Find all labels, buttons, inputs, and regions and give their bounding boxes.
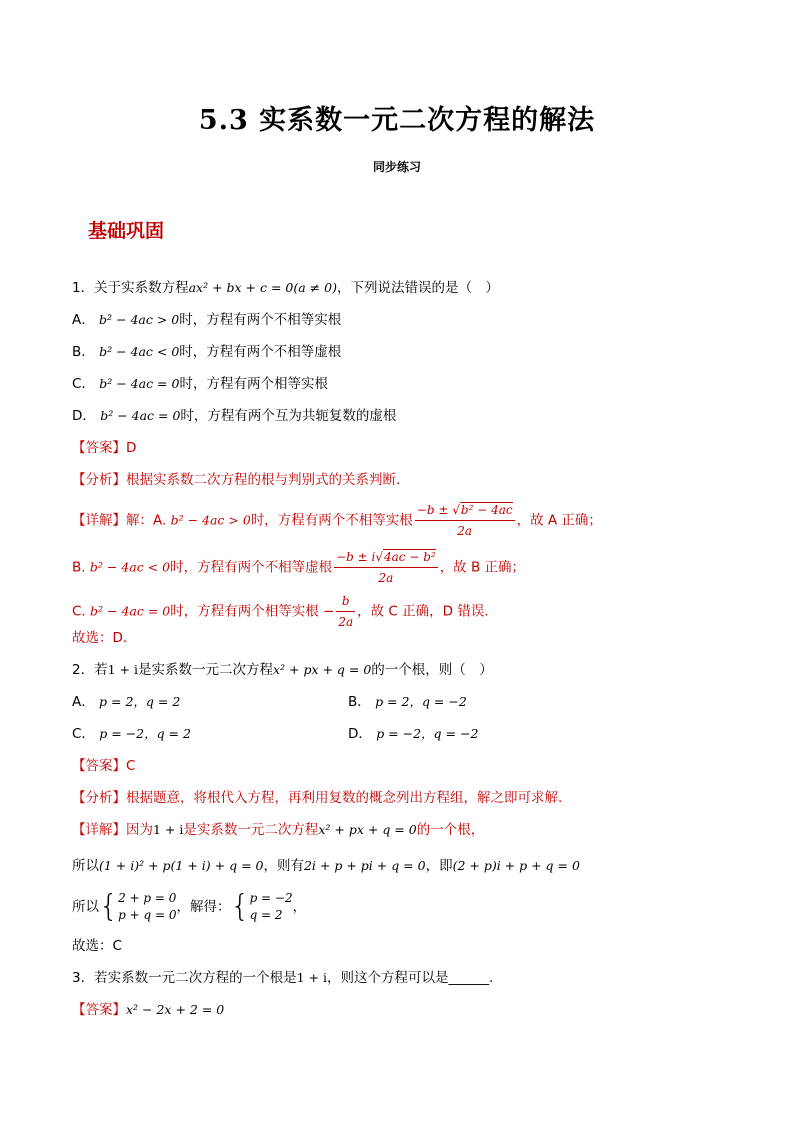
detail-text: ，故 B 正确； bbox=[439, 559, 526, 576]
analysis-tag: 【分析】 bbox=[72, 790, 126, 806]
option-expr: b² − 4ac > 0 bbox=[99, 312, 180, 327]
option-text: 时，方程有两个相等实根 bbox=[179, 376, 328, 392]
answer-tag: 【答案】 bbox=[72, 1002, 126, 1018]
q2-detail-line-1 bbox=[72, 820, 484, 840]
q1-stem bbox=[72, 278, 499, 298]
detail-text: ， bbox=[292, 899, 307, 915]
option-label: B． bbox=[348, 694, 371, 710]
fraction-denominator: 2a bbox=[378, 571, 394, 585]
detail-text: 时，方程有两个不相等实根 bbox=[250, 512, 413, 529]
option-label: C． bbox=[72, 376, 95, 392]
detail-expr: b² − 4ac = 0 bbox=[90, 603, 171, 619]
double-root-fraction bbox=[336, 591, 355, 632]
option-text: 时，方程有两个不相等实根 bbox=[179, 312, 342, 328]
detail-equation: 2i + p + pi + q = 0 bbox=[303, 858, 426, 873]
detail-tag: 【详解】 bbox=[72, 822, 126, 838]
q1-detail-line-2 bbox=[72, 547, 525, 588]
detail-text: 因为 bbox=[126, 822, 153, 838]
fraction-numerator: −b ± i bbox=[336, 550, 376, 564]
system-row: q = 2 bbox=[249, 908, 283, 922]
left-brace: { bbox=[230, 889, 250, 924]
q1-detail-line-3 bbox=[72, 591, 489, 632]
root-formula-fraction: $\frac{\text{−b ± √b² − 4ac}}{2a}$ bbox=[415, 500, 515, 541]
q3-answer bbox=[72, 1000, 224, 1020]
answer-tag: 【答案】 bbox=[72, 440, 126, 456]
q1-answer bbox=[72, 438, 136, 458]
analysis-text: 根据实系数二次方程的根与判别式的关系判断. bbox=[126, 472, 401, 488]
q1-analysis bbox=[72, 470, 400, 490]
option-label: D． bbox=[72, 408, 96, 424]
option-label: A． bbox=[72, 694, 95, 710]
equation-system bbox=[118, 890, 176, 924]
detail-expr: b² − 4ac > 0 bbox=[170, 512, 251, 528]
detail-text: 时，方程有两个相等实根 − bbox=[170, 603, 335, 620]
answer-value: C bbox=[126, 758, 136, 774]
option-label: D． bbox=[348, 726, 372, 742]
option-expr: b² − 4ac = 0 bbox=[99, 376, 180, 391]
q3-stem-tail: ，则这个方程可以是______. bbox=[326, 970, 494, 986]
detail-expr: b² − 4ac < 0 bbox=[89, 559, 171, 575]
detail-text: ，即 bbox=[425, 858, 453, 874]
q2-stem-text: 是实系数一元二次方程 bbox=[137, 662, 273, 678]
detail-equation: x² + px + q = 0 bbox=[318, 822, 417, 837]
detail-text: B. bbox=[72, 559, 86, 576]
q1-stem-equation: ax² + bx + c = 0(a ≠ 0) bbox=[188, 280, 337, 295]
system-row: p + q = 0 bbox=[118, 908, 177, 922]
q2-option-a bbox=[72, 692, 180, 712]
option-label: B． bbox=[72, 344, 95, 360]
detail-text: 所以 bbox=[72, 858, 99, 874]
detail-text: C. bbox=[72, 603, 86, 620]
option-expr: p = 2，q = −2 bbox=[375, 694, 467, 709]
choice-text: 故选：C bbox=[72, 938, 122, 954]
option-expr: p = −2，q = 2 bbox=[99, 726, 191, 741]
q1-choice: 故选：D. bbox=[72, 630, 128, 646]
option-label: A． bbox=[72, 312, 95, 328]
q2-choice bbox=[72, 936, 122, 956]
page-title: 5.3 实系数一元二次方程的解法 bbox=[198, 105, 596, 136]
detail-root: 1 + i bbox=[153, 822, 184, 837]
q1-option-c bbox=[72, 374, 328, 394]
solution-system bbox=[250, 890, 293, 924]
radicand: b² − 4ac bbox=[460, 503, 513, 517]
q2-answer bbox=[72, 756, 135, 776]
detail-text: ，则有 bbox=[263, 858, 304, 874]
fraction-numerator: −b ± bbox=[416, 503, 453, 517]
q1-stem-tail: ，下列说法错误的是（ ） bbox=[336, 280, 499, 296]
fraction-denominator: 2a bbox=[457, 524, 473, 538]
q2-analysis bbox=[72, 788, 562, 808]
detail-text: ，解得： bbox=[176, 899, 231, 915]
analysis-text: 根据题意，将根代入方程，再利用复数的概念列出方程组，解之即可求解. bbox=[126, 790, 563, 806]
section-heading: 基础巩固 bbox=[88, 220, 165, 242]
q3-stem-text: 3．若实系数一元二次方程的一个根是 bbox=[72, 970, 297, 986]
q2-stem-tail: 的一个根，则（ ） bbox=[371, 662, 493, 678]
option-expr: p = 2，q = 2 bbox=[99, 694, 181, 709]
answer-value: D bbox=[126, 440, 137, 456]
fraction-numerator: b bbox=[336, 591, 355, 612]
system-row: 2 + p = 0 bbox=[118, 891, 177, 905]
answer-value: x² − 2x + 2 = 0 bbox=[126, 1002, 225, 1017]
answer-tag: 【答案】 bbox=[72, 758, 126, 774]
detail-tag: 【详解】 bbox=[72, 512, 126, 529]
detail-text: 是实系数一元二次方程 bbox=[183, 822, 319, 838]
q3-stem-root: 1 + i bbox=[296, 970, 327, 985]
detail-equation: (2 + p)i + p + q = 0 bbox=[452, 858, 580, 873]
q2-detail-line-3 bbox=[72, 890, 306, 924]
fraction-denominator: 2a bbox=[338, 615, 354, 629]
option-expr: b² − 4ac < 0 bbox=[99, 344, 180, 359]
q2-detail-line-2 bbox=[72, 856, 580, 876]
q3-stem bbox=[72, 968, 493, 988]
q2-option-b bbox=[348, 692, 467, 712]
left-brace: { bbox=[99, 889, 119, 924]
option-text: 时，方程有两个不相等虚根 bbox=[179, 344, 342, 360]
detail-text: 所以 bbox=[72, 899, 99, 915]
q1-option-d bbox=[72, 406, 396, 426]
q1-option-a bbox=[72, 310, 341, 330]
q2-stem-equation: x² + px + q = 0 bbox=[272, 662, 372, 677]
detail-text: 时，方程有两个不相等虚根 bbox=[170, 559, 333, 576]
q1-stem-text: 1．关于实系数方程 bbox=[72, 280, 189, 296]
q2-stem bbox=[72, 660, 493, 680]
detail-text: 的一个根， bbox=[416, 822, 485, 838]
option-expr: p = −2，q = −2 bbox=[376, 726, 479, 741]
q2-stem-root: 1 + i bbox=[107, 662, 138, 677]
q2-option-c bbox=[72, 724, 191, 744]
system-row: p = −2 bbox=[249, 891, 293, 905]
option-expr: b² − 4ac = 0 bbox=[100, 408, 181, 423]
option-label: C． bbox=[72, 726, 95, 742]
q2-option-d bbox=[348, 724, 478, 744]
q2-stem-text: 2．若 bbox=[72, 662, 108, 678]
detail-text: ，故 C 正确，D 错误. bbox=[357, 603, 489, 620]
option-text: 时，方程有两个互为共轭复数的虚根 bbox=[180, 408, 397, 424]
detail-text: ，故 A 正确； bbox=[516, 512, 602, 529]
q1-option-b bbox=[72, 342, 341, 362]
radicand: 4ac − b² bbox=[384, 550, 436, 564]
q1-detail-line-1 bbox=[72, 500, 602, 541]
page-subtitle: 同步练习 bbox=[372, 160, 421, 174]
root-formula-fraction: $\frac{\text{−b ± i√4ac − b²}}{2a}$ bbox=[334, 547, 438, 588]
detail-equation: (1 + i)² + p(1 + i) + q = 0 bbox=[99, 858, 264, 873]
detail-text: 解：A. bbox=[126, 512, 167, 529]
analysis-tag: 【分析】 bbox=[72, 472, 126, 488]
